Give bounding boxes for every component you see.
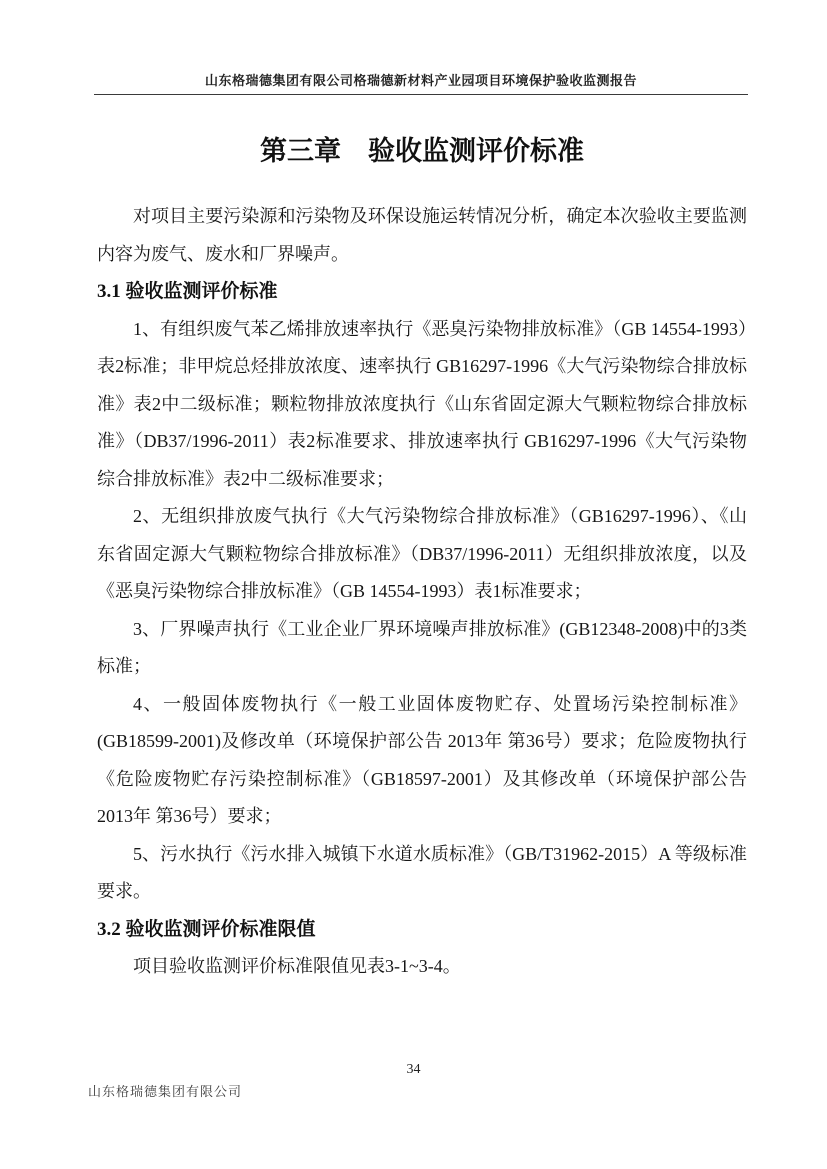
standard-item-4: 4、一般固体废物执行《一般工业固体废物贮存、处置场污染控制标准》(GB18599-2001)及修改单（环境保护部公告 2013年 第36号）要求；危险废物执行《危险废物贮存污染控制标准》（GB18597-2001）及其修改单（环境保护部公告 2013年 第36号）要求； <box>97 693 747 826</box>
intro-paragraph: 对项目主要污染源和污染物及环保设施运转情况分析，确定本次验收主要监测内容为废气、废水和厂界噪声。 <box>97 206 747 264</box>
header-title: 山东格瑞德集团有限公司格瑞德新材料产业园项目环境保护验收监测报告 <box>204 73 637 88</box>
standard-item-2: 2、无组织排放废气执行《大气污染物综合排放标准》（GB16297-1996）、《山东省固定源大气颗粒物综合排放标准》（DB37/1996-2011）无组织排放浓度，以及《恶臭污染物综合排放标准》（GB 14554-1993）表1标准要求； <box>97 506 747 601</box>
section-heading-3-1: 3.1 验收监测评价标准 <box>97 281 278 302</box>
standard-item-1: 1、有组织废气苯乙烯排放速率执行《恶臭污染物排放标准》（GB 14554-1993）表2标准；非甲烷总烃排放浓度、速率执行 GB16297-1996《大气污染物综合排放标准》表2中二级标准；颗粒物排放浓度执行《山东省固定源大气颗粒物综合排放标准》（DB37/1996-2011）表2标准要求、排放速率执行 GB16297-1996《大气污染物综合排放标准》表2中二级标准要求； <box>97 318 747 489</box>
page-number: 34 <box>406 1062 421 1077</box>
footer-company-name: 山东格瑞德集团有限公司 <box>88 1084 243 1099</box>
section-heading-3-2: 3.2 验收监测评价标准限值 <box>97 918 316 940</box>
standard-item-3: 3、厂界噪声执行《工业企业厂界环境噪声排放标准》(GB12348-2008)中的3类标准； <box>97 618 747 676</box>
page-header <box>94 70 748 95</box>
limits-reference-paragraph: 项目验收监测评价标准限值见表3-1~3-4。 <box>133 956 461 976</box>
chapter-title: 第三章 验收监测评价标准 <box>260 136 584 166</box>
standard-item-5: 5、污水执行《污水排入城镇下水道水质标准》（GB/T31962-2015）A 等级标准要求。 <box>97 843 747 901</box>
document-content <box>97 130 747 986</box>
